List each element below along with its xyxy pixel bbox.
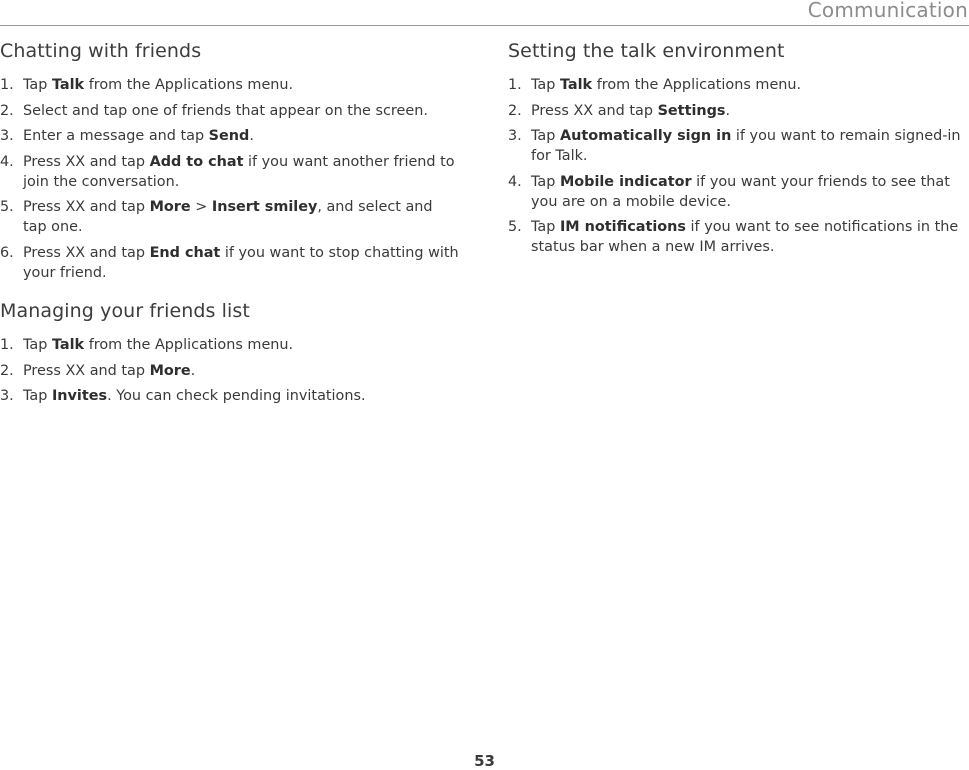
step-text: if you want to stop chatting with your friend.	[23, 244, 459, 281]
step-text: .	[725, 102, 731, 119]
step-number: 1.	[0, 77, 14, 93]
step-keyword: More	[149, 362, 191, 379]
step-text: from the Applications menu.	[84, 336, 294, 353]
step-number: 3.	[0, 128, 14, 145]
list-item	[0, 126, 460, 146]
step-keyword: Invites	[51, 388, 108, 405]
list-item	[508, 217, 963, 257]
left-column	[0, 38, 460, 421]
section-heading-environment: Setting the talk environment	[508, 40, 785, 62]
step-number: 5.	[0, 199, 14, 216]
step-keyword: Add to chat	[149, 153, 244, 170]
step-keyword: IM notifications	[559, 219, 686, 236]
right-column	[508, 38, 963, 272]
header-divider	[0, 25, 969, 26]
list-item	[508, 126, 963, 166]
step-keyword: Send	[208, 128, 250, 145]
step-text: if you want your friends to see that you are on a mobile device.	[531, 173, 950, 210]
page-number: 53	[474, 752, 495, 770]
list-item	[0, 243, 460, 283]
step-text: Press XX and tap	[23, 244, 150, 261]
chatting-steps-list	[0, 75, 460, 283]
step-text: Tap	[531, 128, 560, 145]
step-number: 3.	[0, 388, 14, 405]
step-number: 2.	[0, 362, 14, 379]
step-keyword: End chat	[149, 244, 221, 261]
list-item	[508, 75, 963, 95]
section-heading-chatting: Chatting with friends	[0, 40, 202, 62]
list-item	[508, 172, 963, 212]
step-text: .	[249, 128, 254, 145]
step-text: if you want to see notifications in the status bar when a new IM arrives.	[531, 219, 959, 256]
step-text: Select and tap one of friends that appear on the screen.	[23, 102, 428, 119]
step-number: 5.	[508, 219, 522, 236]
step-keyword: Settings	[657, 102, 726, 119]
step-text: Tap	[23, 388, 52, 405]
step-text: Tap	[531, 173, 560, 190]
step-keyword: Talk	[51, 336, 85, 353]
list-item	[0, 152, 460, 192]
step-text: Tap	[23, 336, 52, 353]
step-text: Tap	[531, 77, 560, 93]
step-text: Enter a message and tap	[23, 128, 209, 145]
step-keyword: Talk	[51, 77, 85, 93]
step-number: 6.	[0, 244, 14, 261]
step-text: Tap	[23, 77, 52, 93]
step-keyword: Automatically sign in	[559, 128, 732, 145]
list-item	[0, 75, 460, 95]
step-number: 2.	[0, 102, 14, 119]
step-number: 4.	[508, 173, 522, 190]
list-item	[0, 335, 460, 355]
running-header-title: Communication	[807, 0, 968, 22]
list-item	[0, 386, 460, 406]
step-text: if you want to remain signed-in for Talk.	[531, 128, 961, 165]
step-text: Press XX and tap	[531, 102, 658, 119]
step-text: from the Applications menu.	[592, 77, 802, 93]
step-number: 2.	[508, 102, 522, 119]
step-keyword: Talk	[559, 77, 593, 93]
list-item	[0, 361, 460, 381]
list-item	[0, 101, 460, 121]
step-text: .	[190, 362, 196, 379]
step-number: 1.	[508, 77, 522, 93]
step-text: Tap	[531, 219, 560, 236]
list-item	[508, 101, 963, 121]
step-text: from the Applications menu.	[84, 77, 294, 93]
step-text: Press XX and tap	[23, 199, 150, 216]
step-text: , and select and tap one.	[23, 199, 433, 236]
step-text: if you want another friend to join the conversation.	[23, 153, 455, 190]
step-number: 4.	[0, 153, 14, 170]
step-number: 1.	[0, 336, 14, 353]
step-text: >	[190, 199, 212, 216]
managing-steps-list	[0, 335, 460, 406]
step-text: Press XX and tap	[23, 153, 150, 170]
step-keyword: Mobile indicator	[559, 173, 692, 190]
list-item	[0, 197, 460, 237]
step-text: Press XX and tap	[23, 362, 150, 379]
section-heading-managing: Managing your friends list	[0, 299, 250, 322]
step-keyword: Insert smiley	[211, 199, 318, 216]
step-text: . You can check pending invitations.	[107, 388, 366, 405]
environment-steps-list	[508, 75, 963, 257]
step-keyword: More	[149, 199, 191, 216]
step-number: 3.	[508, 128, 522, 145]
